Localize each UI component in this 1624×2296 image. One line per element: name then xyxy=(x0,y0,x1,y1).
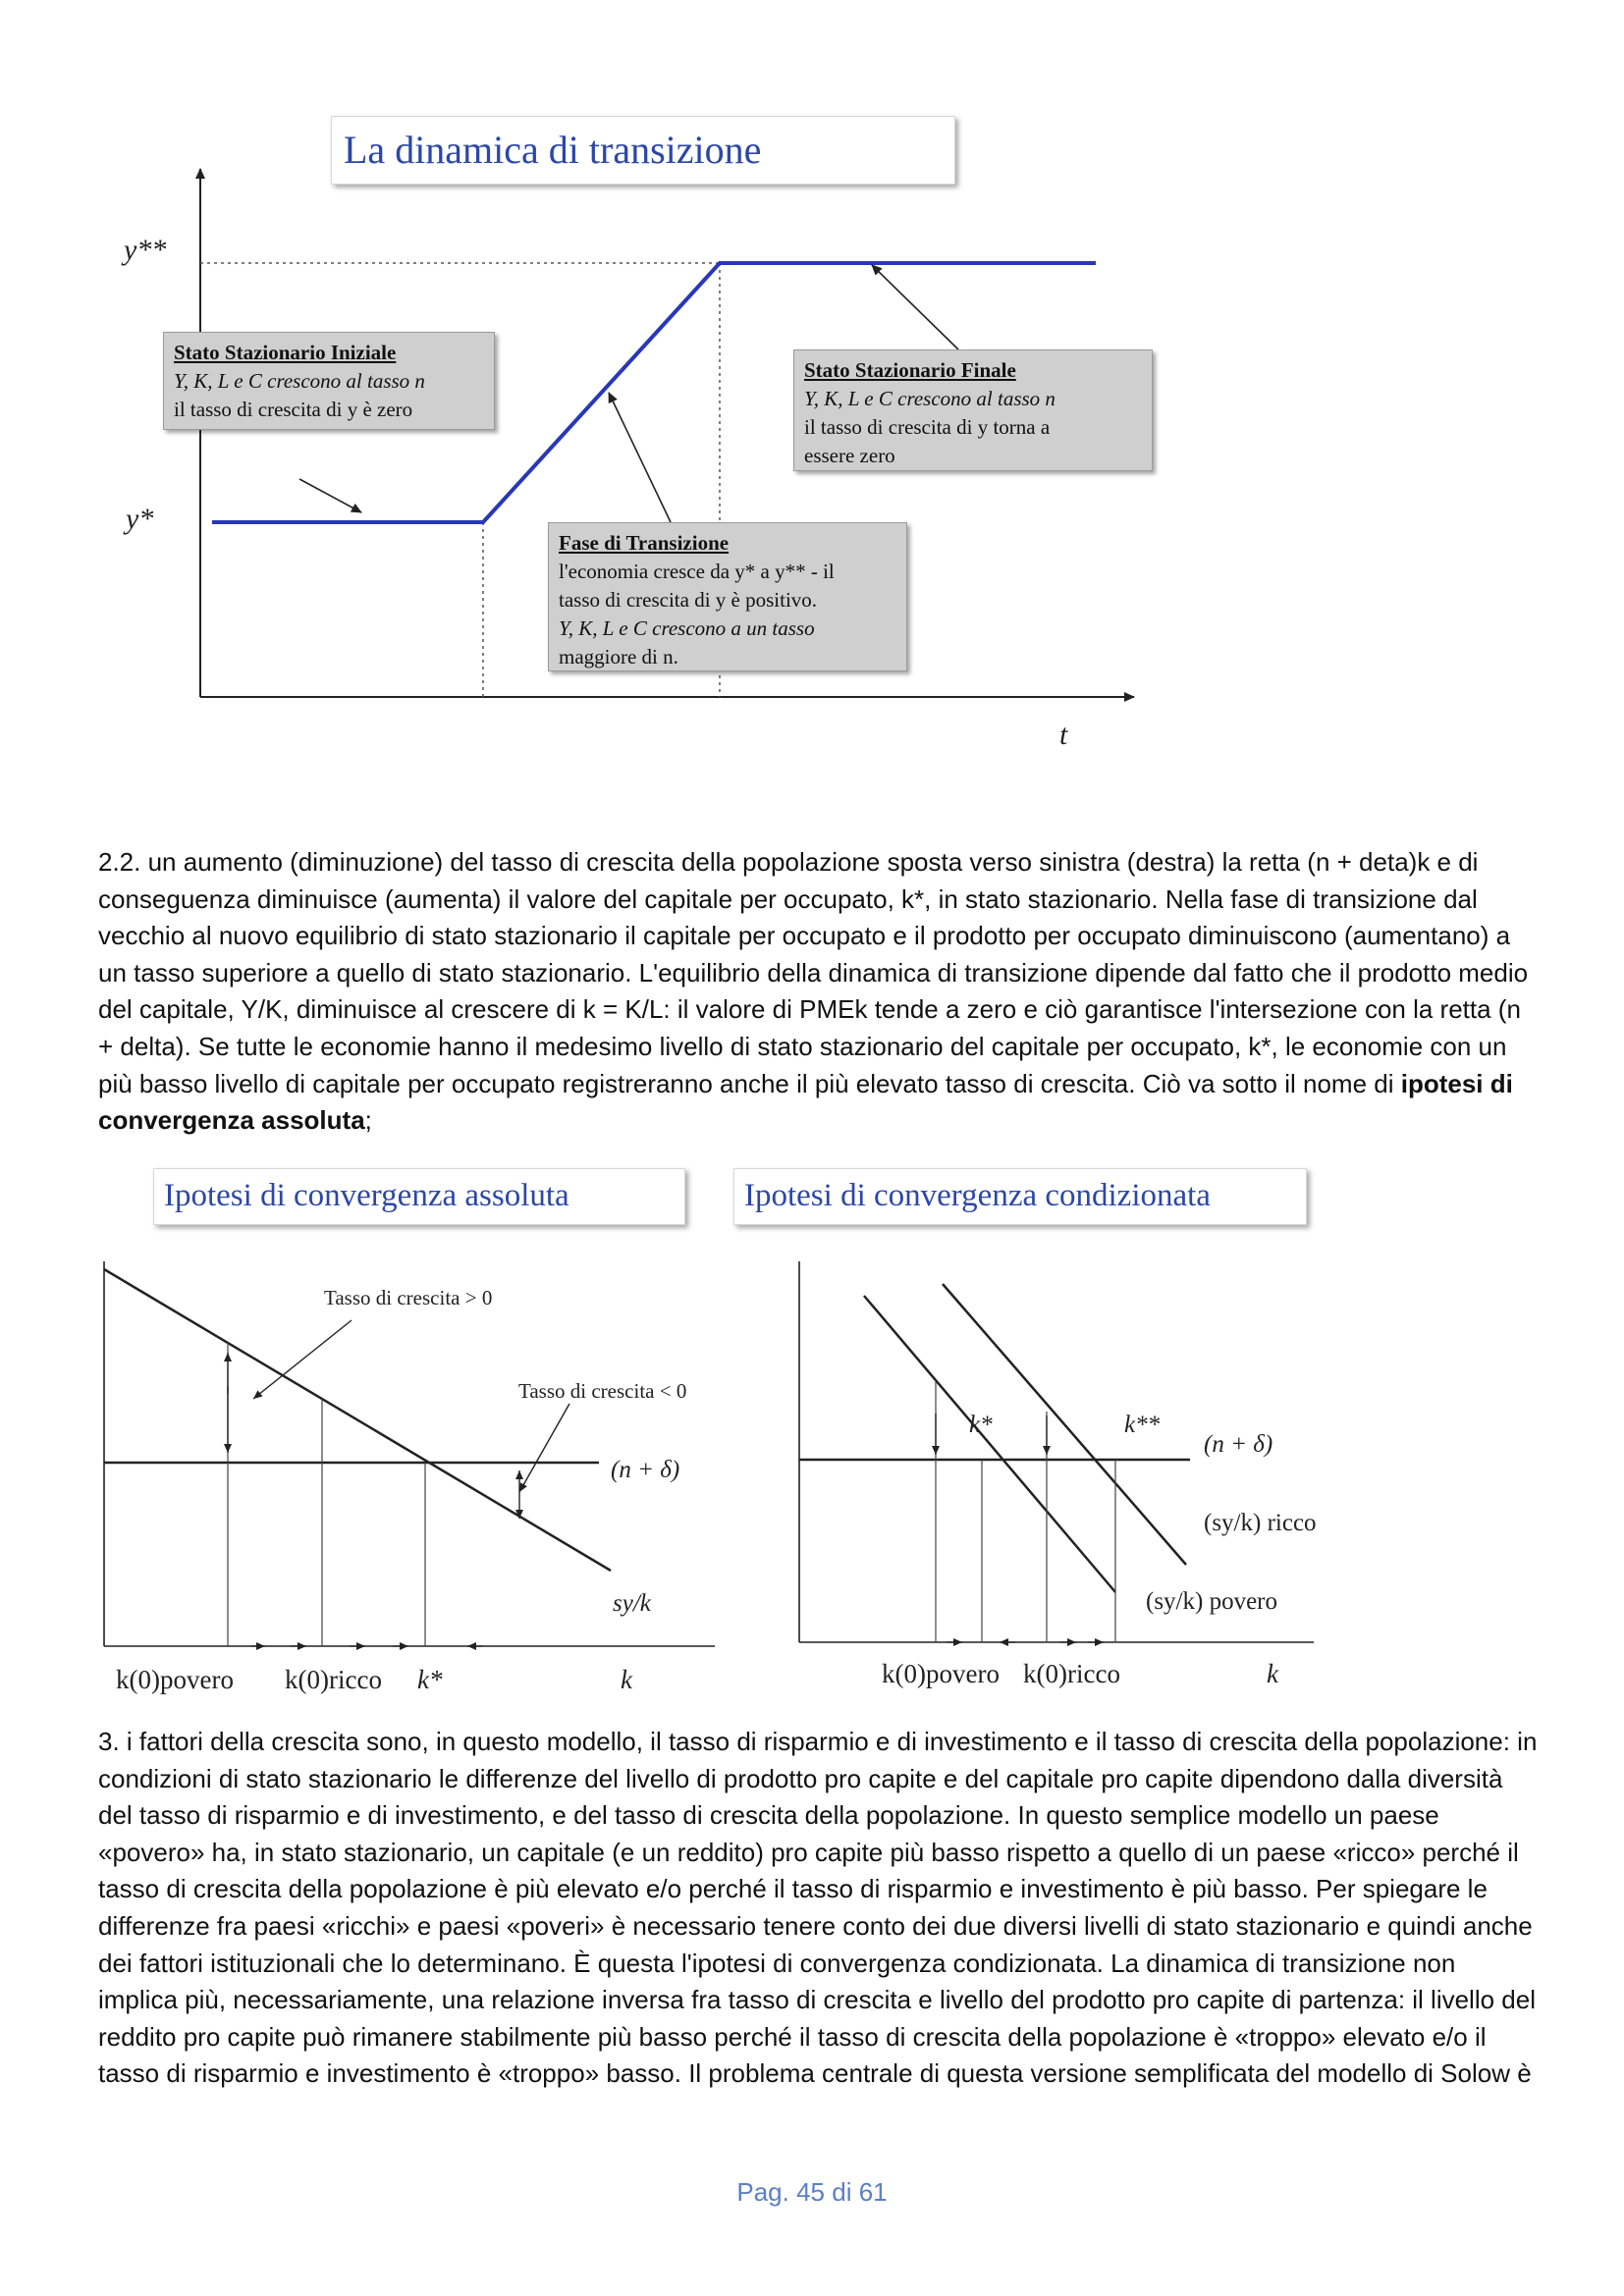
paragraph-3: 3. i fattori della crescita sono, in questo modello, il tasso di risparmio e di investimento e il tasso di crescita della popolazione: in condizioni di stato stazionario le differenze del livello di prodotto pro capite e del capitale pro capite dipendono dalla diversità del tasso di risparmio e di investimento, e del tasso di crescita della popolazione. In questo semplice modello un paese «povero» ha, in stato stazionario, un capitale (e un reddito) pro capite più basso rispetto a quello di un paese «ricco» perché il tasso di crescita della popolazione è più elevato e/o perché il tasso di risparmio e investimento è più basso. Per spiegare le differenze fra paesi «ricchi» e paesi «poveri» è necessario tenere conto dei due diversi livelli di stato stazionario e quindi anche dei fattori istituzionali che lo determinano. È questa l'ipotesi di convergenza condizionata. La dinamica di transizione non implica più, necessariamente, una relazione inversa fra tasso di crescita e livello del prodotto pro capite di partenza: il livello del reddito pro capite può rimanere stabilmente più basso perché il tasso di crescita della popolazione è «troppo» elevato e/o il tasso di risparmio e investimento è «troppo» basso. Il problema centrale di questa versione semplificata del modello di Solow è xyxy=(98,1727,1538,2089)
fig1-y-high-label: y** xyxy=(124,234,167,266)
fig3-rich-curve-label: (sy/k) ricco xyxy=(1204,1510,1317,1536)
fig3-x-rich-label: k(0)ricco xyxy=(1023,1659,1120,1688)
fig2-x-poor-label: k(0)povero xyxy=(116,1665,234,1694)
fig2-curve-label: sy/k xyxy=(613,1590,651,1617)
fig3-kstar-label: k* xyxy=(969,1412,993,1438)
fig2-n-delta-label: (n + δ) xyxy=(611,1457,680,1483)
fig3-poor-curve-label: (sy/k) povero xyxy=(1146,1588,1277,1615)
fig1-box-initial: Stato Stazionario Iniziale Y, K, L e C crescono al tasso n il tasso di crescita di y è zero xyxy=(163,332,495,430)
fig1-title: La dinamica di transizione xyxy=(331,116,955,185)
fig3-x-poor-label: k(0)povero xyxy=(882,1659,1000,1688)
fig2-x-rich-label: k(0)ricco xyxy=(285,1665,382,1694)
fig1-box-transition: Fase di Transizione l'economia cresce da y* a y** - il tasso di crescita di y è positivo. Y, K, L e C crescono a un tasso maggiore di n. xyxy=(548,522,907,671)
fig3-kstarstar-label: k** xyxy=(1124,1412,1161,1438)
paragraph-2-2: 2.2. un aumento (diminuzione) del tasso di crescita della popolazione sposta verso sinistra (destra) la retta (n + deta)k e di conseguenza diminuisce (aumenta) il valore del capitale per occupato, k*, in stato stazionario. Nella fase di transizione dal vecchio al nuovo equilibrio di stato stazionario il capitale per occupato e il prodotto per occupato diminuiscono (aumentano) a un tasso superiore a quello di stato stazionario. L'equilibrio della dinamica di transizione dipende dal fatto che il prodotto medio del capitale, Y/K, diminuisce al crescere di k = K/L: il valore di PMEk tende a zero e ciò garantisce l'intersezione con la retta (n + delta). Se tutte le economie hanno il medesimo livello di stato stazionario del capitale per occupato, k*, le economie con un più basso livello di capitale per occupato registreranno anche il più elevato tasso di crescita. Ciò va sotto il nome di ipotesi di convergenza assoluta; xyxy=(98,847,1529,1136)
fig2-x-kstar-label: k* xyxy=(417,1665,443,1694)
fig1-box-final: Stato Stazionario Finale Y, K, L e C crescono al tasso n il tasso di crescita di y torna a essere zero xyxy=(793,349,1153,471)
fig2-growth-pos-label: Tasso di crescita > 0 xyxy=(324,1286,493,1309)
fig2-title: Ipotesi di convergenza assoluta xyxy=(153,1168,685,1225)
fig1-y-low-label: y* xyxy=(126,503,154,535)
page-number: Pag. 45 di 61 xyxy=(736,2177,888,2207)
fig2-x-axis-label: k xyxy=(621,1665,632,1694)
fig1-x-axis-label: t xyxy=(1059,719,1068,751)
fig3-n-delta-label: (n + δ) xyxy=(1204,1431,1273,1458)
fig2-growth-neg-label: Tasso di crescita < 0 xyxy=(518,1379,687,1403)
fig3-x-axis-label: k xyxy=(1267,1659,1278,1688)
fig3-poor-curve xyxy=(864,1296,1115,1592)
fig3-title: Ipotesi di convergenza condizionata xyxy=(733,1168,1307,1225)
